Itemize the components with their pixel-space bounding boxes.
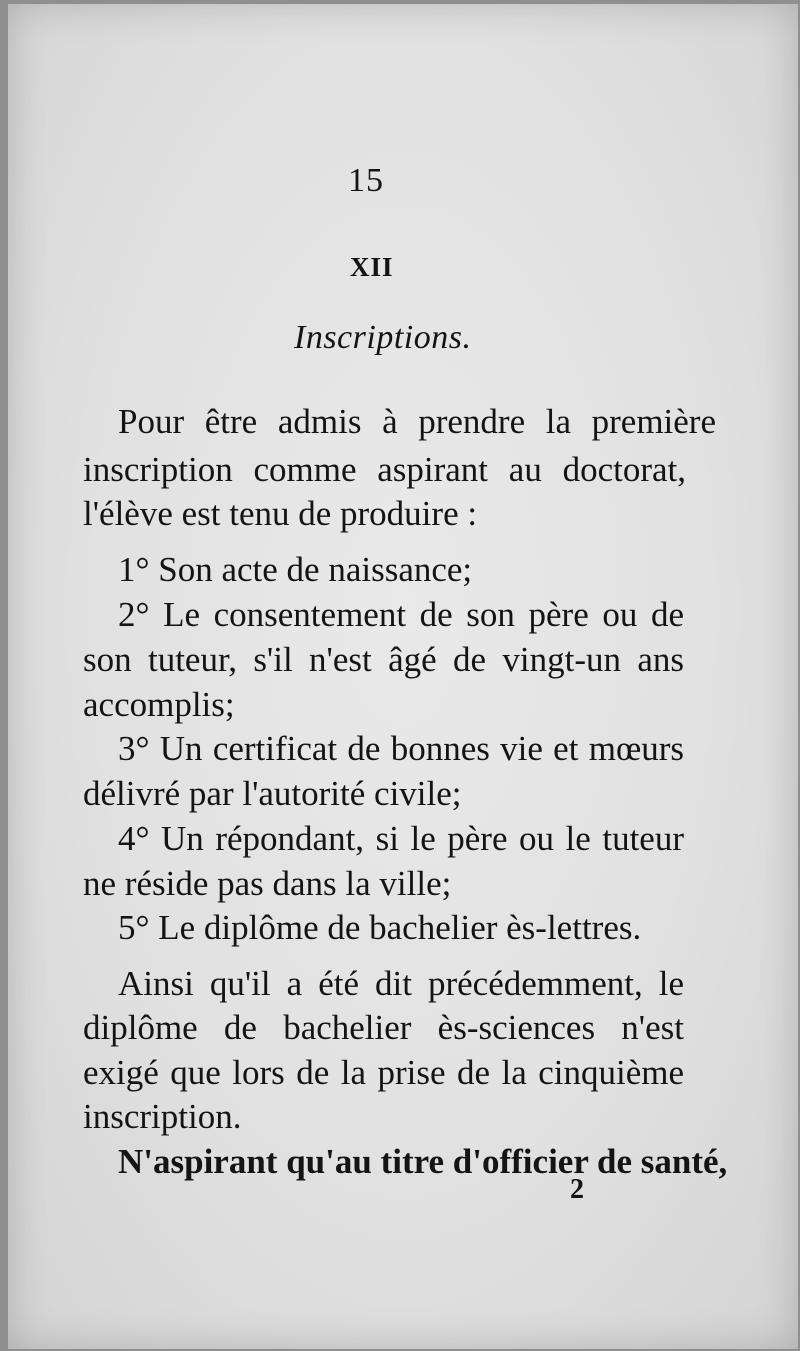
text-line: inscription comme aspirant au doctorat, xyxy=(83,450,686,489)
page-number: 15 xyxy=(348,162,384,199)
list-item: 3° Un certificat de bonnes vie et mœurs xyxy=(118,729,684,768)
text-line: Pour être admis à prendre la première xyxy=(118,402,716,441)
text-line: ne réside pas dans la ville; xyxy=(83,864,452,903)
list-item: 1° Son acte de naissance; xyxy=(118,550,473,589)
text-line: inscription. xyxy=(83,1097,242,1136)
text-line: Ainsi qu'il a été dit précédemment, le xyxy=(118,964,684,1003)
book-page xyxy=(8,4,798,1349)
text-line: accomplis; xyxy=(83,685,235,724)
section-title: Inscriptions. xyxy=(294,319,472,356)
text-line: délivré par l'autorité civile; xyxy=(83,774,462,813)
section-number: XII xyxy=(350,252,394,282)
list-item: 5° Le diplôme de bachelier ès-lettres. xyxy=(118,908,642,947)
text-line: N'aspirant qu'au titre d'officier de santé, xyxy=(118,1142,728,1181)
text-line: l'élève est tenu de produire : xyxy=(83,494,478,533)
text-line: exigé que lors de la prise de la cinquième xyxy=(83,1053,684,1092)
list-item: 4° Un répondant, si le père ou le tuteur xyxy=(118,819,684,858)
text-line: son tuteur, s'il n'est âgé de vingt-un ans xyxy=(83,640,684,679)
list-item: 2° Le consentement de son père ou de xyxy=(118,595,684,634)
signature-mark: 2 xyxy=(570,1174,584,1205)
text-line: diplôme de bachelier ès-sciences n'est xyxy=(83,1008,684,1047)
